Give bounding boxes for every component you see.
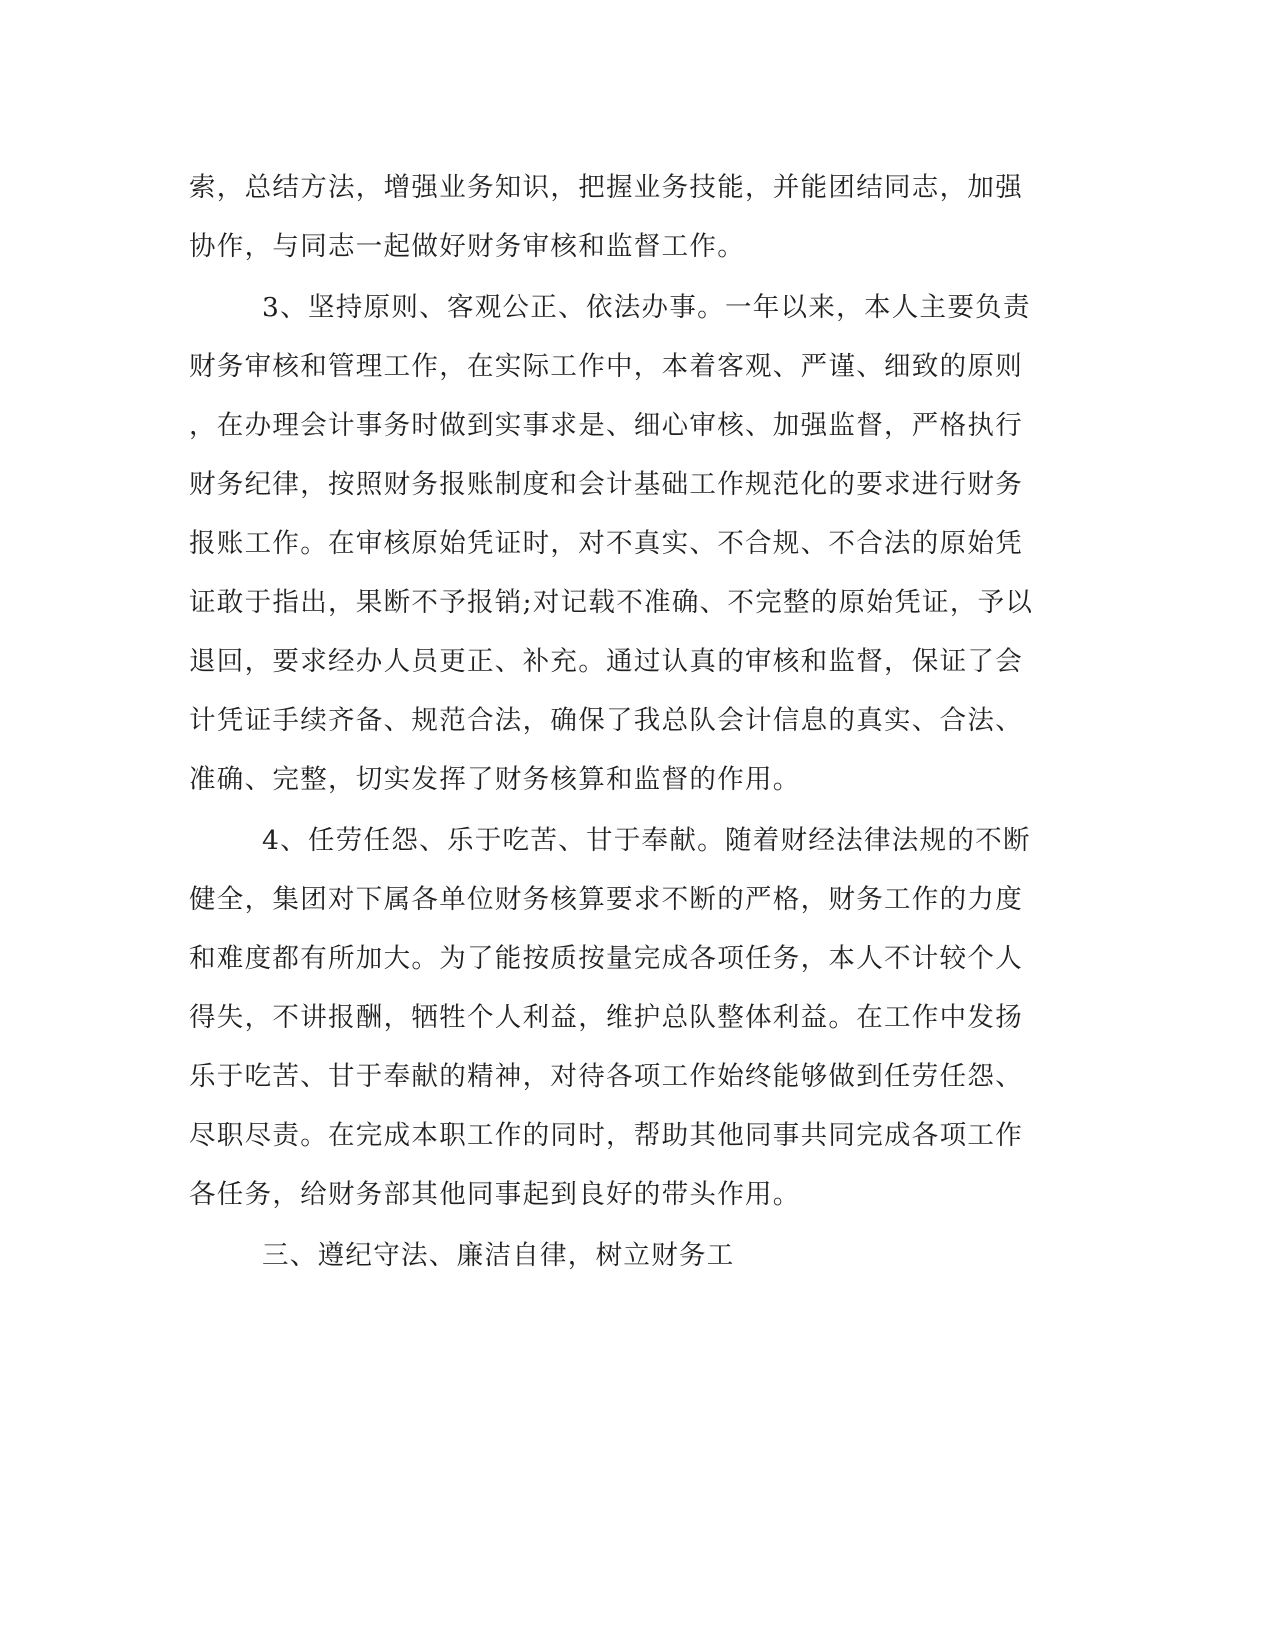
paragraph-line: 报账工作。在审核原始凭证时，对不真实、不合规、不合法的原始凭 xyxy=(189,528,1023,559)
paragraph-line: 协作，与同志一起做好财务审核和监督工作。 xyxy=(189,231,745,262)
paragraph-line: 准确、完整，切实发挥了财务核算和监督的作用。 xyxy=(189,764,801,795)
paragraph-line: 财务审核和管理工作，在实际工作中，本着客观、严谨、细致的原则 xyxy=(189,351,1023,382)
paragraph-line: 乐于吃苦、甘于奉献的精神，对待各项工作始终能够做到任劳任怨、 xyxy=(189,1061,1023,1092)
paragraph-line: ，在办理会计事务时做到实事求是、细心审核、加强监督，严格执行 xyxy=(189,410,1023,441)
paragraph-line: 索，总结方法，增强业务知识，把握业务技能，并能团结同志，加强 xyxy=(189,172,1023,203)
paragraph-line: 和难度都有所加大。为了能按质按量完成各项任务，本人不计较个人 xyxy=(189,943,1023,974)
paragraph-line: 健全，集团对下属各单位财务核算要求不断的严格，财务工作的力度 xyxy=(189,884,1023,915)
paragraph-line: 尽职尽责。在完成本职工作的同时，帮助其他同事共同完成各项工作 xyxy=(189,1120,1023,1151)
paragraph-line: 各任务，给财务部其他同事起到良好的带头作用。 xyxy=(189,1179,801,1210)
paragraph-line: 得失，不讲报酬，牺牲个人利益，维护总队整体利益。在工作中发扬 xyxy=(189,1002,1023,1033)
section-heading: 三、遵纪守法、廉洁自律，树立财务工 xyxy=(262,1240,735,1271)
paragraph-line: 退回，要求经办人员更正、补充。通过认真的审核和监督，保证了会 xyxy=(189,646,1023,677)
paragraph-line: 3、坚持原则、客观公正、依法办事。一年以来，本人主要负责 xyxy=(262,292,1031,323)
paragraph-line: 证敢于指出，果断不予报销;对记载不准确、不完整的原始凭证，予以 xyxy=(189,587,1034,618)
paragraph-line: 财务纪律，按照财务报账制度和会计基础工作规范化的要求进行财务 xyxy=(189,469,1023,500)
paragraph-line: 计凭证手续齐备、规范合法，确保了我总队会计信息的真实、合法、 xyxy=(189,705,1023,736)
paragraph-line: 4、任劳任怨、乐于吃苦、甘于奉献。随着财经法律法规的不断 xyxy=(262,825,1031,856)
